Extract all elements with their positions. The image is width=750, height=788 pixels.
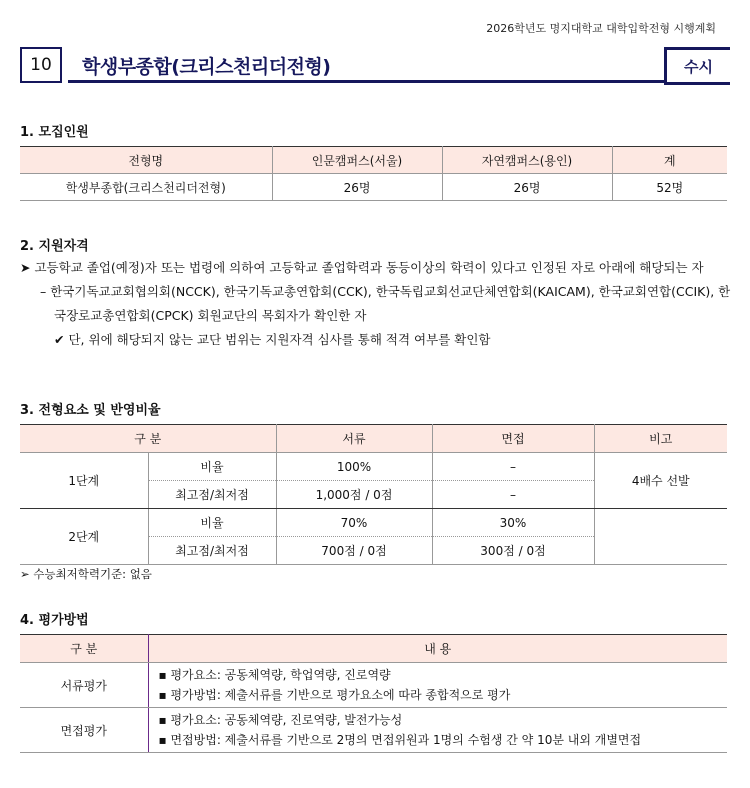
table-row xyxy=(20,453,727,481)
evaluation-content xyxy=(148,663,727,708)
table-header-row xyxy=(20,147,727,174)
evaluation-type: 서류평가 xyxy=(20,663,148,708)
stage-note: 4배수 선발 xyxy=(594,453,727,509)
table-row xyxy=(20,509,727,537)
table-cell: 26명 xyxy=(442,174,612,201)
table-row xyxy=(20,174,727,201)
title-underline xyxy=(68,80,666,83)
section-title-elements: 3. 전형요소 및 반영비율 xyxy=(20,403,161,418)
table-cell: 300점 / 0점 xyxy=(432,537,594,565)
column-header: 인문캠퍼스(서울) xyxy=(272,147,442,174)
column-header: 전형명 xyxy=(20,147,272,174)
evaluation-line: ▪ 면접방법: 제출서류를 기반으로 2명의 면접위원과 1명의 수험생 간 약 10분 내외 개별면접 xyxy=(158,733,642,747)
elements-table xyxy=(20,424,727,565)
table-cell: 30% xyxy=(432,509,594,537)
evaluation-type: 면접평가 xyxy=(20,708,148,753)
table-cell: 비율 xyxy=(148,453,276,481)
table-cell: 52명 xyxy=(612,174,727,201)
eligibility-content xyxy=(20,256,732,352)
section-number-box: 10 xyxy=(20,47,62,83)
evaluation-content xyxy=(148,708,727,753)
table-cell: – xyxy=(432,453,594,481)
stage-label: 2단계 xyxy=(20,509,148,565)
admission-type-tag: 수시 xyxy=(664,47,730,85)
column-header: 구 분 xyxy=(20,635,148,663)
evaluation-line: ▪ 평가요소: 공동체역량, 진로역량, 발전가능성 xyxy=(158,713,403,727)
evaluation-line: ▪ 평가요소: 공동체역량, 학업역량, 진로역량 xyxy=(158,668,391,682)
column-header: 내 용 xyxy=(148,635,727,663)
table-cell: – xyxy=(432,481,594,509)
section-title-evaluation: 4. 평가방법 xyxy=(20,613,89,628)
eligibility-check-item xyxy=(20,328,732,352)
stage-label: 1단계 xyxy=(20,453,148,509)
eligibility-sub-item: – 한국기독교교회협의회(NCCK), 한국기독교총연합회(CCK), 한국독립교회선교단체연합회(KAICAM), 한국교회연합(CCIK), 한국장로교총연합회(CPCK) 회원교단의 목회자가 확인한 자 xyxy=(40,284,731,323)
table-cell: 학생부종합(크리스천리더전형) xyxy=(20,174,272,201)
section-header xyxy=(20,47,730,87)
column-header: 면접 xyxy=(432,425,594,453)
table-cell: 최고점/최저점 xyxy=(148,537,276,565)
quota-table xyxy=(20,146,727,201)
table-cell: 1,000점 / 0점 xyxy=(276,481,432,509)
eligibility-check-text: 단, 위에 해당되지 않는 교단 범위는 지원자격 심사를 통해 적격 여부를 확인함 xyxy=(68,332,491,347)
eligibility-main-item xyxy=(20,256,732,280)
table-row xyxy=(20,663,727,708)
eligibility-main-text: 고등학교 졸업(예정)자 또는 법령에 의하여 고등학교 졸업학력과 동등이상의 학력이 있다고 인정된 자로 아래에 해당되는 자 xyxy=(34,260,704,275)
column-header: 서류 xyxy=(276,425,432,453)
checkmark-icon: ✔ xyxy=(54,332,65,347)
table-cell: 70% xyxy=(276,509,432,537)
table-header-row xyxy=(20,425,727,453)
page-title: 학생부종합(크리스천리더전형) xyxy=(82,56,331,78)
section-title-eligibility: 2. 지원자격 xyxy=(20,239,89,254)
table-cell: 100% xyxy=(276,453,432,481)
evaluation-table xyxy=(20,634,727,753)
section-title-quota: 1. 모집인원 xyxy=(20,125,89,140)
csat-minimum-note: ➢ 수능최저학력기준: 없음 xyxy=(20,567,152,581)
column-header: 비고 xyxy=(594,425,727,453)
column-header: 계 xyxy=(612,147,727,174)
table-cell: 최고점/최저점 xyxy=(148,481,276,509)
column-header: 구 분 xyxy=(20,425,276,453)
arrow-bullet-icon: ➤ xyxy=(20,260,31,275)
table-header-row xyxy=(20,635,727,663)
table-cell: 26명 xyxy=(272,174,442,201)
stage-note xyxy=(594,509,727,565)
document-header-note: 2026학년도 명지대학교 대학입학전형 시행계획 xyxy=(486,22,716,35)
table-cell: 비율 xyxy=(148,509,276,537)
column-header: 자연캠퍼스(용인) xyxy=(442,147,612,174)
evaluation-line: ▪ 평가방법: 제출서류를 기반으로 평가요소에 따라 종합적으로 평가 xyxy=(158,688,511,702)
table-row xyxy=(20,708,727,753)
table-cell: 700점 / 0점 xyxy=(276,537,432,565)
